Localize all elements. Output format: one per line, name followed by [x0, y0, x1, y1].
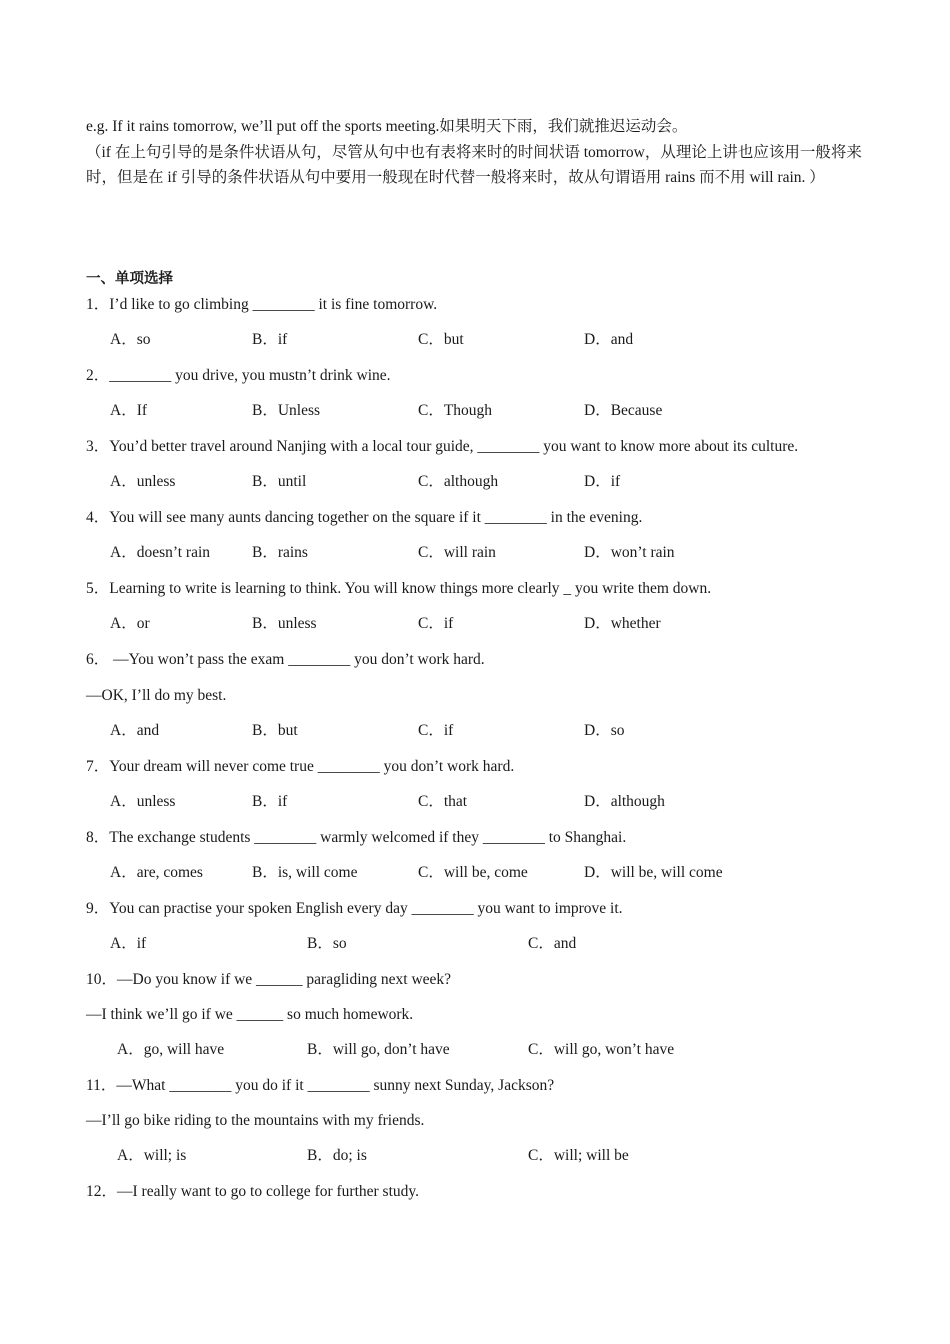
question-stem: 10．—Do you know if we ______ paragliding next week? — [86, 971, 452, 988]
option: C．if — [418, 722, 454, 739]
option: B．so — [307, 935, 347, 952]
option: B．if — [252, 331, 288, 348]
option: B．do; is — [307, 1147, 367, 1164]
intro-note: （if 在上句引导的是条件状语从句，尽管从句中也有表将来时的时间状语 tomorrow，从理论上讲也应该用一般将来时，但是在 if 引导的条件状语从句中要用一般现在时代替一般将来时，故从句谓语用 rains 而不用 will rain. ） — [86, 143, 862, 186]
question-stem: 3．You’d better travel around Nanjing with a local tour guide, ________ you want to know more about its culture. — [86, 438, 799, 455]
intro-block — [86, 114, 866, 191]
option: C．that — [418, 793, 468, 810]
option: D．and — [584, 331, 634, 348]
option: A．or — [110, 615, 150, 632]
option: C．will; will be — [528, 1147, 629, 1164]
option: A．unless — [110, 793, 176, 810]
option: B．but — [252, 722, 298, 739]
question-stem-reply: —I’ll go bike riding to the mountains with my friends. — [86, 1112, 425, 1129]
option: D．will be, will come — [584, 864, 723, 881]
intro-example: e.g. If it rains tomorrow, we’ll put off the sports meeting.如果明天下雨，我们就推迟运动会。 — [86, 118, 688, 135]
option: A．doesn’t rain — [110, 544, 211, 561]
question-stem: 7．Your dream will never come true ________ you don’t work hard. — [86, 758, 515, 775]
option: A．and — [110, 722, 160, 739]
option: A．unless — [110, 473, 176, 490]
option: A．are, comes — [110, 864, 203, 881]
question-stem: 4．You will see many aunts dancing together on the square if it ________ in the evening. — [86, 509, 643, 526]
option: D．Because — [584, 402, 663, 419]
question-stem: 2．________ you drive, you mustn’t drink wine. — [86, 367, 391, 384]
option: D．so — [584, 722, 625, 739]
question-stem: 5．Learning to write is learning to think. You will know things more clearly _ you write them down. — [86, 580, 712, 597]
option: A．if — [110, 935, 147, 952]
option: A．will; is — [117, 1147, 187, 1164]
option: D．if — [584, 473, 621, 490]
option: C．Though — [418, 402, 493, 419]
option: C．will go, won’t have — [528, 1041, 675, 1058]
option: D．won’t rain — [584, 544, 675, 561]
question-stem: 9．You can practise your spoken English every day ________ you want to improve it. — [86, 900, 623, 917]
option: B．Unless — [252, 402, 321, 419]
option: C．but — [418, 331, 464, 348]
question-stem: 1．I’d like to go climbing ________ it is fine tomorrow. — [86, 296, 438, 313]
question-stem: 8．The exchange students ________ warmly welcomed if they ________ to Shanghai. — [86, 829, 627, 846]
question-stem: 6． —You won’t pass the exam ________ you don’t work hard. — [86, 651, 485, 668]
option: C．will be, come — [418, 864, 528, 881]
question-stem: 11．—What ________ you do if it ________ sunny next Sunday, Jackson? — [86, 1077, 555, 1094]
option: A．so — [110, 331, 151, 348]
option: D．whether — [584, 615, 661, 632]
option: A．go, will have — [117, 1041, 225, 1058]
option: C．will rain — [418, 544, 496, 561]
option: B．rains — [252, 544, 308, 561]
option: B．is, will come — [252, 864, 358, 881]
option: B．until — [252, 473, 307, 490]
option: B．unless — [252, 615, 317, 632]
section-title: 一、单项选择 — [86, 271, 173, 287]
question-stem: 12．—I really want to go to college for further study. — [86, 1183, 420, 1200]
question-stem-reply: —I think we’ll go if we ______ so much homework. — [86, 1006, 414, 1023]
option: B．will go, don’t have — [307, 1041, 450, 1058]
option: B．if — [252, 793, 288, 810]
option: C．although — [418, 473, 499, 490]
option: D．although — [584, 793, 665, 810]
option: C．and — [528, 935, 577, 952]
option: C．if — [418, 615, 454, 632]
question-stem-reply: —OK, I’ll do my best. — [86, 687, 227, 704]
option: A．If — [110, 402, 148, 419]
